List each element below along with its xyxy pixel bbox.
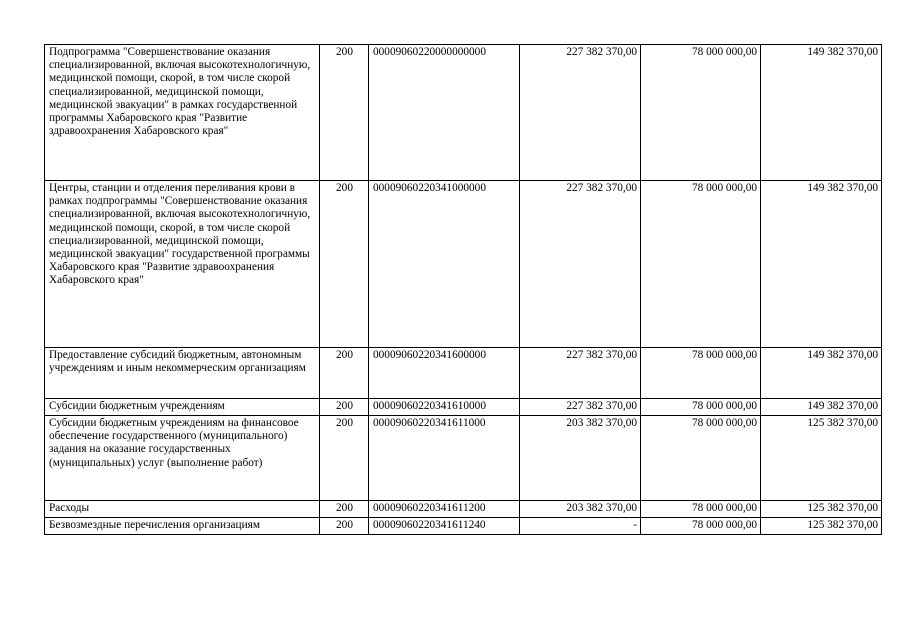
row-amount-2: 78 000 000,00 bbox=[641, 348, 761, 399]
row-name: Предоставление субсидий бюджетным, автономным учреждениям и иным некоммерческим организациям bbox=[45, 348, 320, 399]
row-amount-3: 149 382 370,00 bbox=[761, 181, 882, 348]
table-row bbox=[45, 348, 882, 399]
row-amount-3: 125 382 370,00 bbox=[761, 518, 882, 535]
row-code: 200 bbox=[320, 501, 369, 518]
row-kcsr: 00009060220341600000 bbox=[369, 348, 520, 399]
row-code: 200 bbox=[320, 45, 369, 181]
row-amount-2: 78 000 000,00 bbox=[641, 181, 761, 348]
row-amount-3: 149 382 370,00 bbox=[761, 348, 882, 399]
row-amount-total: 203 382 370,00 bbox=[520, 501, 641, 518]
row-code: 200 bbox=[320, 399, 369, 416]
row-amount-3: 125 382 370,00 bbox=[761, 416, 882, 501]
row-amount-total: 227 382 370,00 bbox=[520, 181, 641, 348]
row-code: 200 bbox=[320, 181, 369, 348]
row-amount-2: 78 000 000,00 bbox=[641, 45, 761, 181]
row-amount-total: 227 382 370,00 bbox=[520, 45, 641, 181]
table-row bbox=[45, 45, 882, 181]
row-amount-2: 78 000 000,00 bbox=[641, 416, 761, 501]
budget-table-body bbox=[45, 45, 882, 535]
row-kcsr: 00009060220000000000 bbox=[369, 45, 520, 181]
row-code: 200 bbox=[320, 416, 369, 501]
row-name: Субсидии бюджетным учреждениям на финансовое обеспечение государственного (муниципального) задания на оказание государственных (муниципальных) услуг (выполнение работ) bbox=[45, 416, 320, 501]
row-kcsr: 00009060220341000000 bbox=[369, 181, 520, 348]
row-amount-total: 227 382 370,00 bbox=[520, 348, 641, 399]
row-amount-3: 125 382 370,00 bbox=[761, 501, 882, 518]
row-kcsr: 00009060220341611240 bbox=[369, 518, 520, 535]
table-row bbox=[45, 518, 882, 535]
row-amount-2: 78 000 000,00 bbox=[641, 501, 761, 518]
table-row bbox=[45, 399, 882, 416]
row-amount-total: 203 382 370,00 bbox=[520, 416, 641, 501]
row-name: Безвозмездные перечисления организациям bbox=[45, 518, 320, 535]
row-amount-2: 78 000 000,00 bbox=[641, 518, 761, 535]
row-kcsr: 00009060220341611000 bbox=[369, 416, 520, 501]
row-kcsr: 00009060220341610000 bbox=[369, 399, 520, 416]
row-name: Центры, станции и отделения переливания крови в рамках подпрограммы "Совершенствование оказания специализированной, включая высокотехнологичную, медицинской помощи, скорой, в том числе скорой специализированной, медицинской помощи, медицинской эвакуации" государственной программы Хабаровского края "Развитие здравоохранения Хабаровского края" bbox=[45, 181, 320, 348]
row-amount-total: 227 382 370,00 bbox=[520, 399, 641, 416]
row-code: 200 bbox=[320, 518, 369, 535]
row-name: Подпрограмма "Совершенствование оказания специализированной, включая высокотехнологичную, медицинской помощи, скорой, в том числе скорой специализированной, медицинской помощи, медицинской эвакуации" в рамках государственной программы Хабаровского края "Развитие здравоохранения Хабаровского края" bbox=[45, 45, 320, 181]
table-row bbox=[45, 181, 882, 348]
row-kcsr: 00009060220341611200 bbox=[369, 501, 520, 518]
budget-table bbox=[44, 44, 882, 535]
row-code: 200 bbox=[320, 348, 369, 399]
row-amount-3: 149 382 370,00 bbox=[761, 45, 882, 181]
row-amount-total: - bbox=[520, 518, 641, 535]
row-amount-2: 78 000 000,00 bbox=[641, 399, 761, 416]
row-amount-3: 149 382 370,00 bbox=[761, 399, 882, 416]
table-row bbox=[45, 416, 882, 501]
row-name: Расходы bbox=[45, 501, 320, 518]
row-name: Субсидии бюджетным учреждениям bbox=[45, 399, 320, 416]
table-row bbox=[45, 501, 882, 518]
